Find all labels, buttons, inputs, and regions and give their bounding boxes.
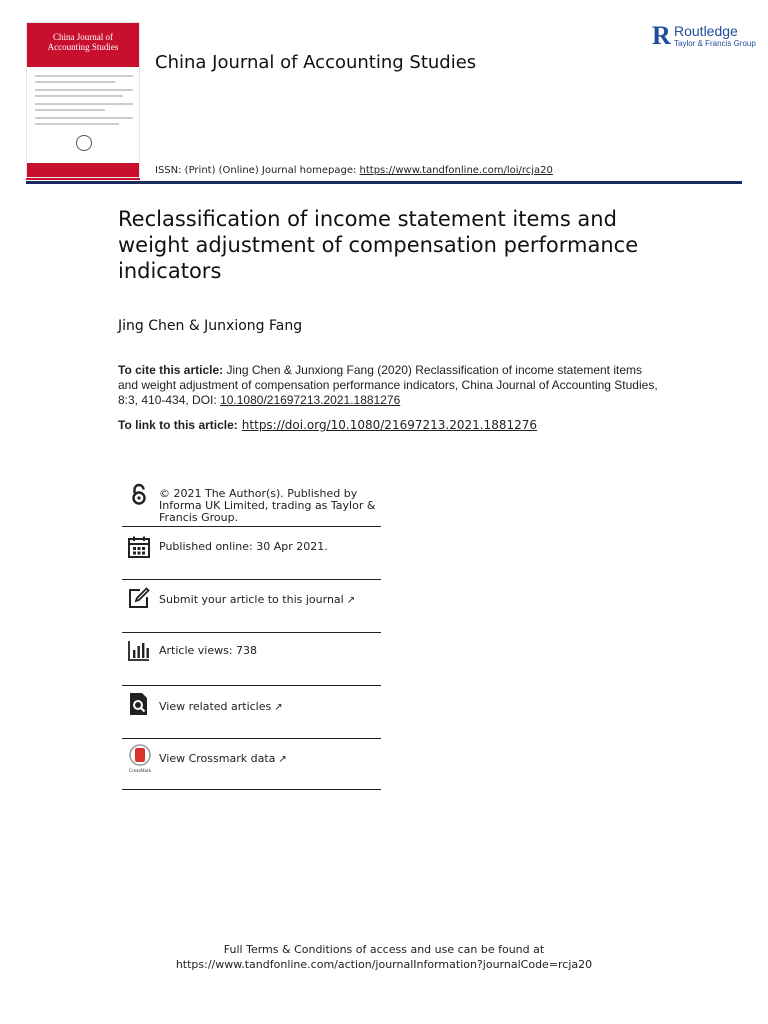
cover-contents-line — [35, 103, 133, 105]
cover-contents-line — [35, 123, 119, 125]
license-text: © 2021 The Author(s). Published by Informa UK Limited, trading as Taylor & Francis Group. — [159, 487, 376, 524]
published-text: Published online: 30 Apr 2021. — [159, 540, 328, 553]
external-link-icon: ↗ — [274, 702, 283, 713]
cite-label: To cite this article: — [118, 363, 224, 377]
views-text: Article views: 738 — [159, 644, 258, 657]
edit-icon — [127, 586, 151, 610]
row-divider — [122, 789, 381, 790]
submit-label: Submit your article to this journal — [159, 593, 344, 606]
cover-footer-band — [27, 163, 139, 177]
citation-block — [118, 363, 658, 408]
cover-title-line2: Accounting Studies — [47, 42, 119, 52]
crossmark-row[interactable] — [122, 739, 381, 791]
terms-url[interactable]: https://www.tandfonline.com/action/journalInformation?journalCode=rcja20 — [175, 958, 593, 971]
crossmark-text — [159, 753, 287, 766]
cover-contents-line — [35, 75, 133, 77]
crossmark-icon — [127, 744, 153, 774]
external-link-icon: ↗ — [278, 754, 287, 765]
cover-contents-line — [35, 109, 105, 111]
article-link-block — [118, 418, 537, 432]
cover-contents-line — [35, 117, 133, 119]
bar-chart-icon — [127, 638, 151, 662]
related-label: View related articles — [159, 700, 272, 713]
journal-homepage-link[interactable]: https://www.tandfonline.com/loi/rcja20 — [359, 165, 553, 176]
link-label: To link to this article: — [118, 418, 238, 432]
crossmark-label: View Crossmark data — [159, 752, 276, 765]
cover-title-line1: China Journal of — [53, 32, 113, 42]
submit-text — [159, 594, 355, 607]
journal-title[interactable]: China Journal of Accounting Studies — [155, 52, 477, 73]
cover-contents-line — [35, 95, 123, 97]
terms-footer — [0, 942, 768, 972]
views-row — [122, 633, 381, 685]
calendar-icon — [127, 535, 151, 559]
related-articles-icon — [127, 692, 151, 716]
crossmark-logo-text: CrossMark — [128, 769, 152, 774]
submit-row[interactable] — [122, 580, 381, 632]
license-row[interactable] — [122, 480, 381, 526]
cover-contents-line — [35, 81, 115, 83]
doi-link[interactable]: 10.1080/21697213.2021.1881276 — [220, 393, 401, 407]
article-doi-url-link[interactable]: https://doi.org/10.1080/21697213.2021.1881276 — [241, 418, 537, 432]
cover-contents-line — [35, 89, 133, 91]
issn-text: ISSN: (Print) (Online) Journal homepage: — [155, 165, 360, 176]
related-text — [159, 701, 283, 714]
article-title: Reclassification of income statement items and weight adjustment of compensation performance indicators — [118, 207, 639, 283]
cover-seal-icon — [76, 135, 92, 151]
header-rule-red — [26, 178, 140, 180]
open-access-icon — [127, 483, 151, 507]
external-link-icon: ↗ — [346, 595, 356, 606]
published-row — [122, 527, 381, 579]
related-row[interactable] — [122, 686, 381, 738]
cite-text: Jing Chen & Junxiong Fang (2020) Reclassification of income statement items and weight adjustment of compensation performance indicators, China Journal of Accounting Studies, 8:3, 410-434, DOI: — [118, 363, 658, 407]
header-rule-navy — [26, 181, 742, 184]
issn-line — [155, 165, 553, 176]
cover-title — [27, 32, 139, 52]
terms-line1: Full Terms & Conditions of access and use can be found at — [223, 943, 545, 956]
publisher-subtitle: Taylor & Francis Group — [674, 39, 756, 48]
article-authors: Jing Chen & Junxiong Fang — [118, 318, 303, 334]
routledge-r-icon: R — [652, 21, 671, 50]
publisher-name: Routledge — [674, 23, 738, 39]
journal-cover-thumbnail — [26, 22, 140, 178]
